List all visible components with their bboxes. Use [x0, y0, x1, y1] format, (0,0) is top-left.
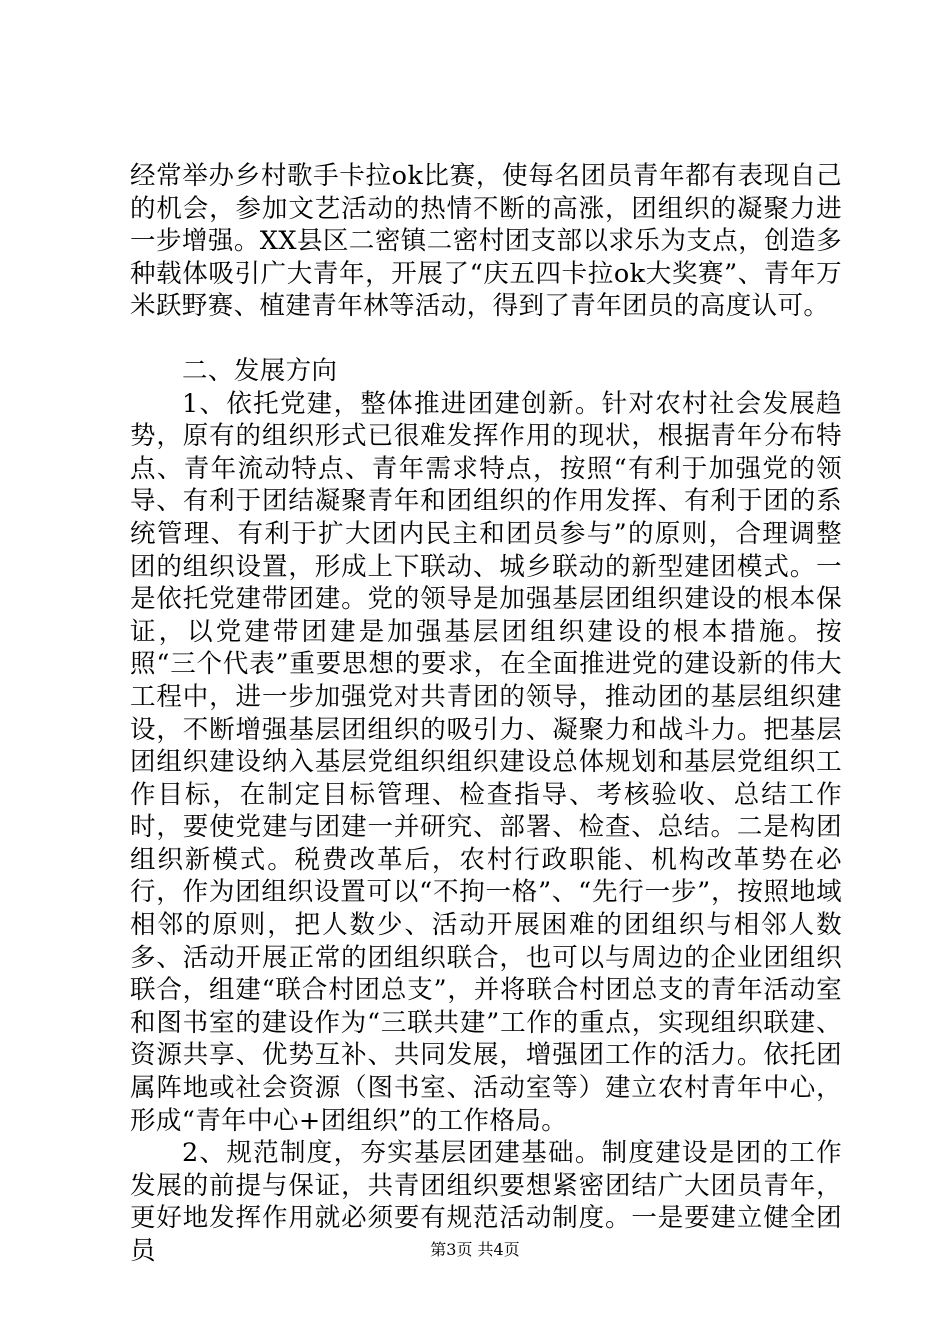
- page-number: 第3页 共4页: [430, 1240, 520, 1259]
- paragraph-continued: 经常举办乡村歌手卡拉ok比赛，使每名团员青年都有表现自己的机会，参加文艺活动的热情不断的高涨，团组织的凝聚力进一步增强。XX县区二密镇二密村团支部以求乐为支点，创造多种载体吸引广大青年，开展了“庆五四卡拉ok大奖赛”、青年万米跃野赛、植建青年林等活动，得到了青年团员的高度认可。: [130, 161, 842, 322]
- page-footer: [0, 1240, 950, 1260]
- paragraph-spacer: [130, 323, 842, 355]
- paragraph-1: [130, 388, 842, 1138]
- section-heading-paragraph: [130, 355, 842, 388]
- paragraph-2-text: 2、规范制度，夯实基层团建基础。制度建设是团的工作发展的前提与保证，共青团组织要想紧密团结广大团员青年，更好地发挥作用就必须要有规范活动制度。一是要建立健全团员: [130, 1138, 842, 1266]
- document-body: [130, 160, 842, 1268]
- paragraph-1-text: 1、依托党建，整体推进团建创新。针对农村社会发展趋势，原有的组织形式已很难发挥作用的现状，根据青年分布特点、青年流动特点、青年需求特点，按照“有利于加强党的领导、有利于团结凝聚青年和团组织的作用发挥、有利于团的系统管理、有利于扩大团内民主和团员参与”的原则，合理调整团的组织设置，形成上下联动、城乡联动的新型建团模式。一是依托党建带团建。党的领导是加强基层团组织建设的根本保证，以党建带团建是加强基层团组织建设的根本措施。按照“三个代表”重要思想的要求，在全面推进党的建设新的伟大工程中，进一步加强党对共青团的领导，推动团的基层组织建设，不断增强基层团组织的吸引力、凝聚力和战斗力。把基层团组织建设纳入基层党组织组织建设总体规划和基层党组织工作目标，在制定目标管理、检查指导、考核验收、总结工作时，要使党建与团建一并研究、部署、检查、总结。二是构团组织新模式。税费改革后，农村行政职能、机构改革势在必行，作为团组织设置可以“不拘一格”、“先行一步”，按照地域相邻的原则，把人数少、活动开展困难的团组织与相邻人数多、活动开展正常的团组织联合，也可以与周边的企业团组织联合，组建“联合村团总支”，并将联合村团总支的青年活动室和图书室的建设作为“三联共建”工作的重点，实现组织联建、资源共享、优势互补、共同发展，增强团工作的活力。依托团属阵地或社会资源（图书室、活动室等）建立农村青年中心，形成“青年中心+团组织”的工作格局。: [130, 388, 842, 1136]
- section-heading: 二、发展方向: [182, 355, 338, 386]
